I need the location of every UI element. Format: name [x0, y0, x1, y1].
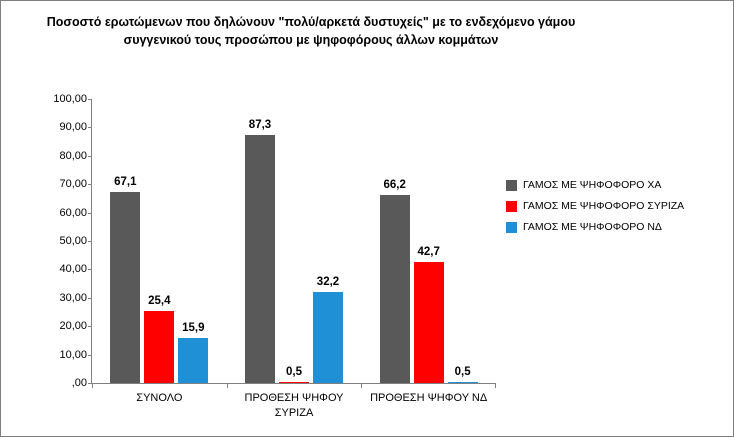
y-axis-tick-label: 60,00: [59, 206, 87, 219]
legend-swatch-icon: [506, 222, 517, 233]
y-axis-tick-mark: [88, 241, 92, 242]
bar: [279, 382, 309, 383]
bar: [178, 338, 208, 383]
y-axis-tick-label: 20,00: [59, 320, 87, 333]
x-axis-category-label: ΣΥΝΟΛΟ: [136, 392, 183, 404]
y-axis-tick-mark: [88, 355, 92, 356]
bar: [144, 311, 174, 383]
bar-value-label: 15,9: [182, 321, 205, 334]
bar-value-label: 0,5: [286, 365, 302, 378]
bar-value-label: 25,4: [148, 294, 171, 307]
y-axis-tick-label: 90,00: [59, 121, 87, 134]
y-axis-tick-label: 100,00: [53, 93, 87, 105]
legend-swatch-icon: [506, 180, 517, 191]
y-axis-tick-label: 40,00: [59, 263, 87, 276]
y-axis-tick-mark: [88, 184, 92, 185]
y-axis-tick-label: 70,00: [59, 178, 87, 191]
x-axis-tick-mark: [92, 383, 93, 388]
bar: [245, 135, 275, 383]
y-axis-tick-label: 80,00: [59, 149, 87, 162]
y-axis-tick-mark: [88, 156, 92, 157]
legend-label: ΓΑΜΟΣ ΜΕ ΨΗΦΟΦΟΡΟ ΝΔ: [523, 221, 662, 233]
legend-item: [506, 221, 721, 233]
y-axis-tick-label: 30,00: [59, 291, 87, 304]
x-axis-tick-mark: [361, 383, 362, 388]
bar-value-label: 32,2: [316, 275, 340, 288]
chart-legend: [506, 179, 721, 242]
bar-value-label: 67,1: [114, 176, 137, 189]
plot-area: [53, 93, 496, 419]
bar: [414, 262, 444, 383]
y-axis-tick-label: 50,00: [59, 235, 87, 247]
bar: [313, 292, 343, 383]
bar-value-label: 66,2: [383, 178, 406, 191]
legend-label: ΓΑΜΟΣ ΜΕ ΨΗΦΟΦΟΡΟ ΧΑ: [523, 179, 662, 191]
y-axis-tick-mark: [88, 213, 92, 214]
legend-item: [506, 179, 721, 191]
y-axis-tick-mark: [88, 269, 92, 270]
bar: [448, 382, 478, 383]
legend-item: [506, 200, 721, 212]
x-axis-tick-mark: [495, 383, 496, 388]
x-axis-category-label: ΠΡΟΘΕΣΗ ΨΗΦΟΥ ΣΥΡΙΖΑ: [244, 392, 344, 419]
y-axis-tick-label: 10,00: [59, 348, 87, 361]
bar: [110, 192, 140, 383]
chart-title: Ποσοστό ερωτώμενων που δηλώνουν "πολύ/αρκετά δυστυχείς" με το ενδεχόμενο γάμου συγγενικού τους προσώπου με ψηφοφόρους άλλων κομμάτων: [46, 15, 576, 48]
y-axis-tick-mark: [88, 99, 92, 100]
x-axis-tick-mark: [227, 383, 228, 388]
x-axis-category-label: ΠΡΟΘΕΣΗ ΨΗΦΟΥ ΝΔ: [370, 392, 488, 404]
y-axis-tick-mark: [88, 127, 92, 128]
bar-value-label: 0,5: [454, 365, 471, 378]
y-axis-tick-label: ,00: [71, 377, 87, 389]
y-axis-tick-mark: [88, 298, 92, 299]
bar: [380, 195, 410, 383]
legend-swatch-icon: [506, 201, 517, 212]
bar-value-label: 87,3: [248, 119, 272, 132]
y-axis-tick-mark: [88, 326, 92, 327]
bar-value-label: 42,7: [417, 245, 440, 258]
legend-label: ΓΑΜΟΣ ΜΕ ΨΗΦΟΦΟΡΟ ΣΥΡΙΖΑ: [523, 200, 685, 212]
